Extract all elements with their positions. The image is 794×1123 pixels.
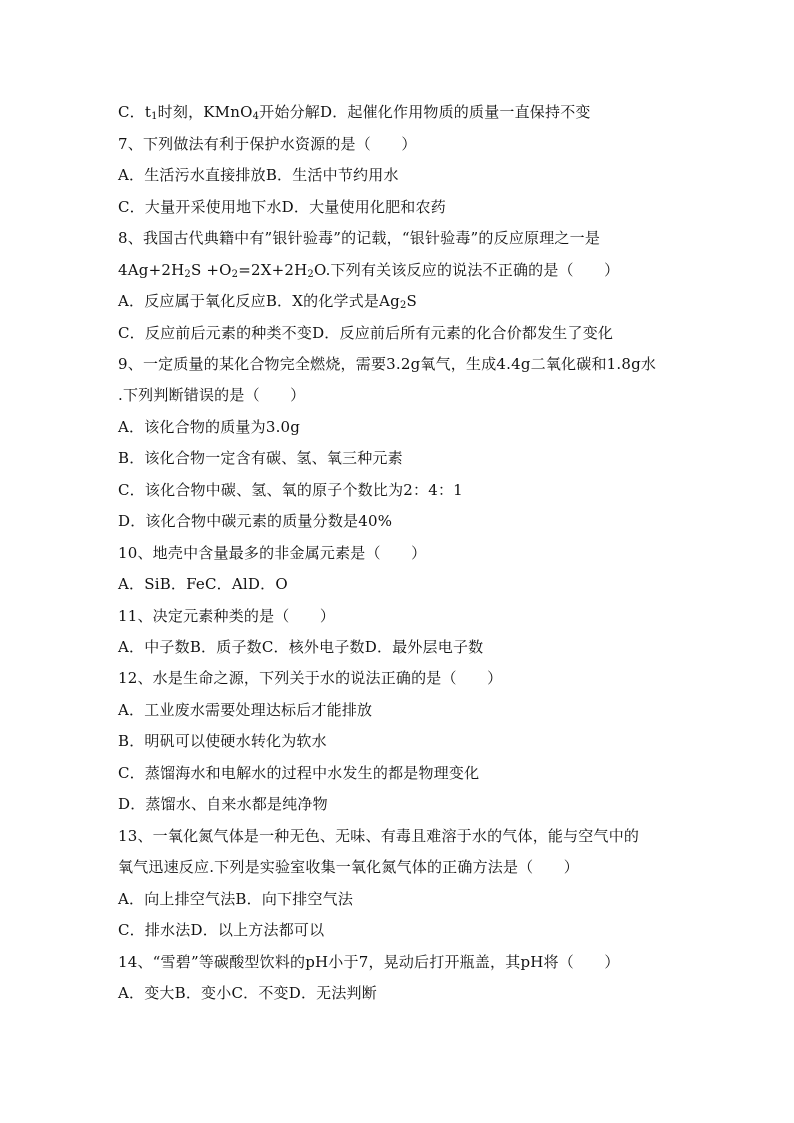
question-7-stem: 7、下列做法有利于保护水资源的是（ ） [118, 135, 417, 153]
question-12-option-a: A．工业废水需要处理达标后才能排放 [118, 701, 373, 719]
question-9-stem: 9、一定质量的某化合物完全燃烧，需要3.2g氧气，生成4.4g二氧化碳和1.8g水 [118, 355, 657, 373]
question-9-option-b: B．该化合物一定含有碳、氢、氧三种元素 [118, 449, 403, 467]
question-12-stem: 12、水是生命之源，下列关于水的说法正确的是（ ） [118, 669, 503, 687]
question-10-stem: 10、地壳中含量最多的非金属元素是（ ） [118, 544, 427, 562]
question-11-stem: 11、决定元素种类的是（ ） [118, 607, 336, 625]
text-line: C．$t_1$时刻，KMnO$_4$开始分解D．起催化作用物质的质量一直保持不变 [118, 103, 591, 122]
question-10-options: A．SiB．FeC．AlD．O [118, 575, 288, 593]
question-12-option-d: D．蒸馏水、自来水都是纯净物 [118, 795, 328, 813]
question-14-stem: 14、“雪碧”等碳酸型饮料的pH小于7，晃动后打开瓶盖，其pH将（ ） [118, 953, 620, 971]
question-12-option-b: B．明矾可以使硬水转化为软水 [118, 732, 327, 750]
question-9-option-d: D．该化合物中碳元素的质量分数是40% [118, 512, 393, 530]
question-8-options-ab: A．反应属于氧化反应B．X的化学式是$Ag_2S$ [118, 292, 418, 311]
question-7-options-cd: C．大量开采使用地下水D．大量使用化肥和农药 [118, 198, 446, 216]
question-13-stem: 13、一氧化氮气体是一种无色、无味、有毒且难溶于水的气体，能与空气中的 [118, 827, 640, 845]
question-13-options-ab: A．向上排空气法B．向下排空气法 [118, 890, 354, 908]
question-8-options-cd: C．反应前后元素的种类不变D．反应前后所有元素的化合价都发生了变化 [118, 324, 614, 342]
question-13-stem-cont: 氧气迅速反应.下列是实验室收集一氧化氮气体的正确方法是（ ） [118, 858, 579, 876]
question-9-stem-cont: .下列判断错误的是（ ） [118, 386, 306, 404]
question-9-option-c: C．该化合物中碳、氢、氧的原子个数比为2：4：1 [118, 481, 463, 499]
question-9-option-a: A．该化合物的质量为3.0g [118, 418, 301, 436]
question-12-option-c: C．蒸馏海水和电解水的过程中水发生的都是物理变化 [118, 764, 480, 782]
question-14-options: A．变大B．变小C．不变D．无法判断 [118, 984, 377, 1002]
question-7-options-ab: A．生活污水直接排放B．生活中节约用水 [118, 166, 399, 184]
question-8-stem: 8、我国古代典籍中有”银针验毒”的记载，“银针验毒”的反应原理之一是 [118, 229, 601, 247]
question-11-options: A．中子数B．质子数C．核外电子数D．最外层电子数 [118, 638, 484, 656]
question-13-options-cd: C．排水法D．以上方法都可以 [118, 921, 325, 939]
question-8-equation: $4Ag+2H_2S +O_2=2X+2H_2O$.下列有关该反应的说法不正确的是（ ） [118, 261, 620, 280]
